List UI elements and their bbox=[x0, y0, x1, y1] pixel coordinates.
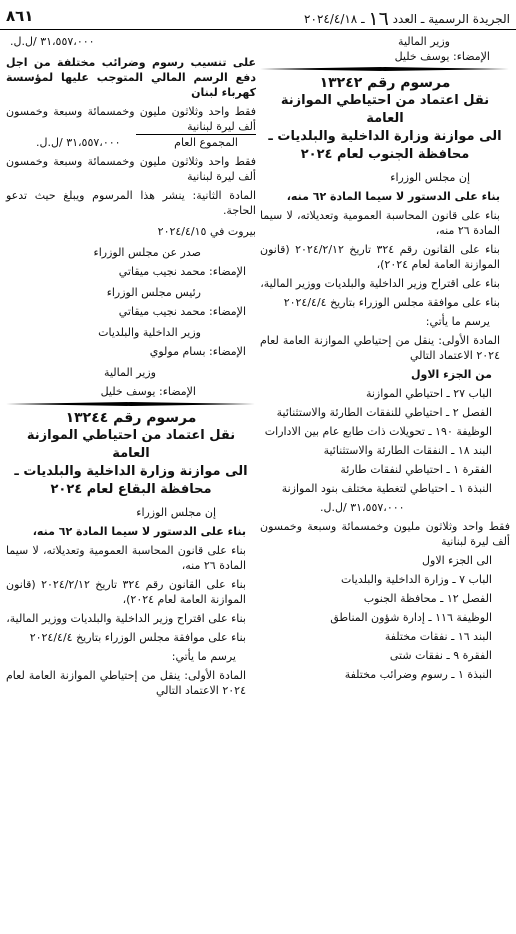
basis-line: بناء على اقتراح وزير الداخلية والبلديات ووزير المالية، bbox=[6, 612, 246, 625]
budget-item: الفصل ١٢ ـ محافظة الجنوب bbox=[363, 592, 492, 605]
budget-item: الباب ٧ ـ وزارة الداخلية والبلديات bbox=[341, 573, 492, 586]
total-in-words: فقط واحد وثلاثون مليون وخمسمائة وسبعة وخمسون ألف ليرة لبنانية bbox=[6, 155, 256, 183]
left-column bbox=[6, 34, 256, 698]
decree-number: مرسوم رقم ١٣٢٤٢ bbox=[319, 75, 451, 91]
budget-item: الوظيفة ١١٦ ـ إدارة شؤون المناطق bbox=[330, 611, 492, 624]
amount-in-words: فقط واحد وثلاثون مليون وخمسمائة وسبعة وخمسون ألف ليرة لبنانية bbox=[260, 520, 510, 548]
issued-by: صدر عن مجلس الوزراء bbox=[93, 246, 201, 259]
basis-line: بناء على القانون رقم ٣٢٤ تاريخ ٢٠٢٤/٢/١٢ (قانون الموازنة العامة لعام ٢٠٢٤)، bbox=[6, 578, 246, 606]
article-two: المادة الثانية: ينشر هذا المرسوم ويبلغ حيث تدعو الحاجة. bbox=[6, 189, 256, 217]
budget-item: الوظيفة ١٩٠ ـ تحويلات ذات طابع عام بين الادارات bbox=[264, 425, 492, 438]
decree-title-line: نقل اعتماد من احتياطي الموازنة العامة bbox=[280, 93, 490, 126]
basis-line: بناء على القانون رقم ٣٢٤ تاريخ ٢٠٢٤/٢/١٢ (قانون الموازنة العامة لعام ٢٠٢٤)، bbox=[260, 243, 500, 271]
decree-title-line: محافظة البقاع لعام ٢٠٢٤ bbox=[50, 482, 212, 497]
gazette-title: الجريدة الرسمية ـ العدد bbox=[392, 12, 510, 26]
decree-title-line: الى موازنة وزارة الداخلية والبلديات ـ bbox=[14, 464, 248, 479]
basis-line: بناء على قانون المحاسبة العمومية وتعديلاته، لا سيما المادة ٢٦ منه، bbox=[6, 544, 246, 572]
amount: ٣١،٥٥٧،٠٠٠ /ل.ل. bbox=[320, 501, 405, 514]
signature-role: وزير الداخلية والبلديات bbox=[98, 326, 201, 339]
issue-number: ١٦ bbox=[368, 8, 389, 30]
decree-title-line: محافظة الجنوب لعام ٢٠٢٤ bbox=[300, 147, 470, 162]
signature-name: الإمضاء: يوسف خليل bbox=[100, 385, 196, 398]
purpose-text: على تنسيب رسوم وضرائب مختلفة من اجل دفع الرسم المالي المتوجب عليها لمؤسسة كهرباء لبنان bbox=[6, 56, 256, 99]
signature-name: الإمضاء: يوسف خليل bbox=[394, 50, 490, 63]
grand-total-label: المجموع العام bbox=[174, 136, 238, 149]
decrees-line: يرسم ما يأتي: bbox=[171, 650, 236, 663]
right-column bbox=[260, 34, 510, 682]
decrees-line: يرسم ما يأتي: bbox=[425, 315, 490, 328]
budget-item: البند ١٨ ـ النفقات الطارئة والاستثنائية bbox=[323, 444, 492, 457]
article-one: المادة الأولى: ينقل من إحتياطي الموازنة العامة لعام ٢٠٢٤ الاعتماد التالي bbox=[260, 334, 500, 362]
issue-date: ـ ٢٠٢٤/٤/١٨ bbox=[304, 12, 365, 26]
decree-number: مرسوم رقم ١٣٢٤٤ bbox=[65, 410, 197, 426]
signature-role: رئيس مجلس الوزراء bbox=[106, 286, 201, 299]
signature-role: وزير المالية bbox=[104, 366, 156, 379]
signature-name: الإمضاء: بسام مولوي bbox=[149, 345, 246, 358]
section-separator bbox=[6, 399, 256, 409]
budget-item: الباب ٢٧ ـ احتياطي الموازنة bbox=[365, 387, 492, 400]
basis-line: بناء على الدستور لا سيما المادة ٦٢ منه، bbox=[286, 190, 500, 203]
basis-line: بناء على اقتراح وزير الداخلية والبلديات ووزير المالية، bbox=[260, 277, 500, 290]
amount-in-words: فقط واحد وثلاثون مليون وخمسمائة وسبعة وخمسون ألف ليرة لبنانية bbox=[6, 105, 256, 133]
council-line: إن مجلس الوزراء bbox=[390, 171, 470, 184]
place-date: بيروت في ٢٠٢٤/٤/١٥ bbox=[157, 225, 256, 238]
amount: ٣١،٥٥٧،٠٠٠ /ل.ل. bbox=[10, 35, 95, 48]
decree-title-line: الى موازنة وزارة الداخلية والبلديات ـ bbox=[268, 129, 502, 144]
council-line: إن مجلس الوزراء bbox=[136, 506, 216, 519]
budget-item: الفصل ٢ ـ احتياطي للنفقات الطارئة والاستثنائية bbox=[276, 406, 492, 419]
basis-line: بناء على موافقة مجلس الوزراء بتاريخ ٢٠٢٤/٤/٤ bbox=[29, 631, 246, 644]
basis-line: بناء على الدستور لا سيما المادة ٦٢ منه، bbox=[32, 525, 246, 538]
section-separator bbox=[260, 64, 510, 74]
grand-total-amount: ٣١،٥٥٧،٠٠٠ /ل.ل. bbox=[36, 136, 121, 149]
budget-item: الفقرة ٩ ـ نفقات شتى bbox=[389, 649, 492, 662]
page-header bbox=[0, 0, 516, 30]
signature-name: الإمضاء: محمد نجيب ميقاتي bbox=[118, 265, 246, 278]
page-number: ٨٦١ bbox=[6, 7, 34, 25]
basis-line: بناء على موافقة مجلس الوزراء بتاريخ ٢٠٢٤/٤/٤ bbox=[283, 296, 500, 309]
decree-title-line: نقل اعتماد من احتياطي الموازنة العامة bbox=[26, 428, 236, 461]
budget-item: الفقرة ١ ـ احتياطي لنفقات طارئة bbox=[340, 463, 492, 476]
signature-name: الإمضاء: محمد نجيب ميقاتي bbox=[118, 305, 246, 318]
article-one: المادة الأولى: ينقل من إحتياطي الموازنة العامة لعام ٢٠٢٤ الاعتماد التالي bbox=[6, 669, 246, 697]
running-title bbox=[304, 8, 510, 30]
budget-item: البند ١٦ ـ نفقات مختلفة bbox=[384, 630, 492, 643]
part-to-heading: الى الجزء الاول bbox=[422, 554, 492, 567]
part-from-heading: من الجزء الاول bbox=[410, 368, 492, 381]
basis-line: بناء على قانون المحاسبة العمومية وتعديلاته، لا سيما المادة ٢٦ منه، bbox=[260, 209, 500, 237]
budget-item: النبذة ١ ـ رسوم وضرائب مختلفة bbox=[344, 668, 492, 681]
budget-item: النبذة ١ ـ احتياطي لتغطية مختلف بنود الموازنة bbox=[281, 482, 492, 495]
signature-role: وزير المالية bbox=[398, 35, 450, 48]
grand-total-row bbox=[6, 135, 256, 150]
